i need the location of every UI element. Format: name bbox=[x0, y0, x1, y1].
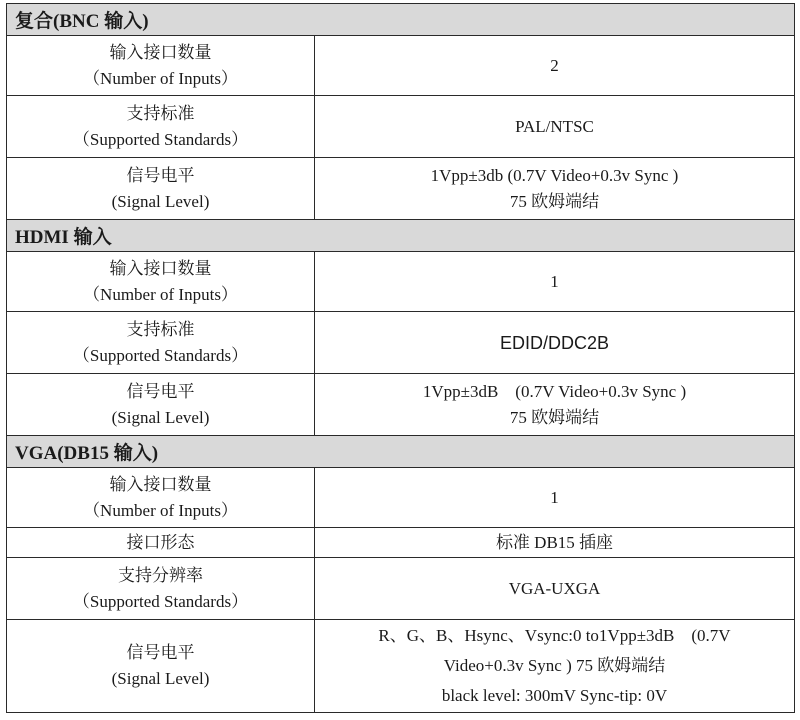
value-line: 1 bbox=[550, 271, 559, 291]
label-cn: 信号电平 bbox=[126, 643, 195, 662]
value-line: R、G、B、Hsync、Vsync:0 to1Vpp±3dB (0.7V bbox=[378, 626, 731, 645]
section-title: VGA(DB15 输入) bbox=[15, 443, 159, 464]
label-en: （Number of Inputs） bbox=[83, 500, 238, 520]
table-row bbox=[7, 36, 794, 96]
label-cn: 输入接口数量 bbox=[109, 42, 212, 62]
label-cn: 输入接口数量 bbox=[109, 474, 212, 494]
table-row bbox=[7, 620, 794, 712]
row-label bbox=[7, 252, 315, 311]
table-row bbox=[7, 528, 794, 558]
label-cn: 信号电平 bbox=[126, 381, 195, 401]
value-line: EDID/DDC2B bbox=[499, 332, 610, 353]
row-label bbox=[7, 558, 315, 619]
row-label bbox=[7, 312, 315, 373]
label-en: （Number of Inputs） bbox=[83, 284, 238, 304]
label-cn: 支持标准 bbox=[126, 319, 195, 339]
section-title: 复合(BNC 输入) bbox=[15, 11, 149, 32]
table-row bbox=[7, 468, 794, 528]
row-value bbox=[315, 36, 794, 95]
value-line: 1Vpp±3db (0.7V Video+0.3v Sync ) bbox=[430, 165, 679, 185]
value-line: PAL/NTSC bbox=[515, 116, 594, 136]
table-row bbox=[7, 312, 794, 374]
value-line: 2 bbox=[550, 55, 559, 75]
value-line: 75 欧姆端结 bbox=[509, 191, 600, 211]
label-en: (Signal Level) bbox=[111, 191, 210, 211]
table-row bbox=[7, 252, 794, 312]
row-value bbox=[315, 252, 794, 311]
label-en: (Signal Level) bbox=[111, 407, 210, 427]
row-value bbox=[315, 558, 794, 619]
row-label bbox=[7, 96, 315, 157]
section-header-hdmi bbox=[7, 220, 794, 252]
label-en: （Supported Standards） bbox=[72, 345, 249, 365]
table-row bbox=[7, 374, 794, 436]
table-row bbox=[7, 158, 794, 220]
value-line: 75 欧姆端结 bbox=[509, 407, 600, 427]
row-value bbox=[315, 96, 794, 157]
row-label bbox=[7, 158, 315, 219]
row-label bbox=[7, 374, 315, 435]
spec-table bbox=[6, 3, 795, 713]
row-value bbox=[315, 468, 794, 527]
label-cn: 输入接口数量 bbox=[109, 258, 212, 278]
row-label bbox=[7, 468, 315, 527]
section-title: HDMI 输入 bbox=[15, 227, 112, 248]
value-line: Video+0.3v Sync ) 75 欧姆端结 bbox=[443, 656, 666, 675]
label-en: （Supported Standards） bbox=[72, 591, 249, 611]
row-value bbox=[315, 158, 794, 219]
label-cn: 支持分辨率 bbox=[118, 565, 203, 585]
label-cn: 支持标准 bbox=[126, 103, 195, 123]
row-value bbox=[315, 620, 794, 712]
table-row bbox=[7, 96, 794, 158]
value-line: 标准 DB15 插座 bbox=[495, 532, 614, 552]
value-line: 1Vpp±3dB (0.7V Video+0.3v Sync ) bbox=[422, 381, 687, 401]
row-value bbox=[315, 312, 794, 373]
section-header-vga bbox=[7, 436, 794, 468]
row-label bbox=[7, 36, 315, 95]
value-line: black level: 300mV Sync-tip: 0V bbox=[441, 686, 668, 705]
section-header-bnc bbox=[7, 4, 794, 36]
table-row bbox=[7, 558, 794, 620]
value-line: VGA-UXGA bbox=[508, 578, 601, 598]
row-value bbox=[315, 374, 794, 435]
row-label bbox=[7, 528, 315, 557]
label-en: （Supported Standards） bbox=[72, 129, 249, 149]
label-en: （Number of Inputs） bbox=[83, 68, 238, 88]
value-line: 1 bbox=[550, 487, 559, 507]
label-en: (Signal Level) bbox=[111, 669, 210, 688]
label-cn: 信号电平 bbox=[126, 165, 195, 185]
row-value bbox=[315, 528, 794, 557]
label-cn: 接口形态 bbox=[126, 532, 195, 552]
row-label bbox=[7, 620, 315, 712]
